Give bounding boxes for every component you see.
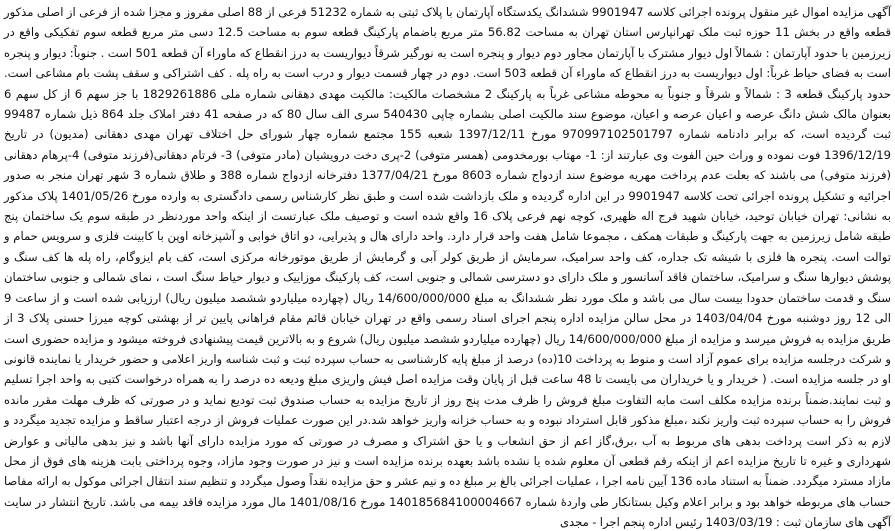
auction-notice-text: آگهی مزایده اموال غیر منقول پرونده اجرائی کلاسه 9901947 ششدانگ یکدستگاه آپارتمان با پلاک ثبتی به شماره 51232 فرعی از 88 اصلی مفروز و مجزا شده از فرعی از اصلی مذکور قطعه واقع در بخش 11 حوزه ثبت ملک تهرانپارس استان تهران به مساحت 56.82 متر مربع باضمام پارکینگ قطعه سوم به مساحت 12.5 دسی متر مربع قطعه سوم تفکیکی واقع در زیرزمین با حدود آپارتمان : شمالاً اول دیوار مشترک با آپارتمان مجاور دوم دیوار و پنجره است به نورگیر شرقاً دیواریست به درز انقطاع که ماوراء آن قطعه 501 است . جنوباً: دیوار و پنجره است به فضای حیاط غرباً: اول دیواریست به درز انقطاع که ماوراء آن قطعه 503 است. دوم در چهار قسمت دیوار و درب است به راه پله . کف اشتراکی و سقف پشت بام مشاعی است. حدود پارکینگ قطعه 3 : شمالاً و شرقاً و جنوباً به محوطه مشاعی غرباً به پارکینگ 2 مشخصات مالکیت: مالکیت مهدی دهقانی شماره ملی 1829261886 با جز سهم 6 از کل سهم 6 بعنوان مالک شش دانگ عرصه و اعیان عرصه و اعیان، موضوع سند مالکیت اصلی بشماره چاپی 540430 سری الف سال 80 که در صفحه 41 دفتر املاک جلد 864 ذیل شماره 99487 ثبت گردیده است، که برابر دادنامه شماره 970997102501797 مورخ 1397/12/11 شعبه 155 مجتمع شماره چهار شورای حل اختلاف تهران مهدی دهقانی (مدیون) در تاریخ 1396/12/19 فوت نموده و وراث حین الفوت وی عبارتند از: 1- مهتاب بورمخدومی (همسر متوفی) 2-پری دخت درویشیان (مادر متوفی) 3- فرتام دهقانی(فرزند متوفی) 4-پرهام دهقانی (فرزند متوفی) می باشند که بعلت عدم پرداخت مهریه موضوع سند ازدواج شماره 8603 مورخ 1377/04/21 دفترخانه ازدواج شماره 388 و طلاق شماره 3 شهر تهران منجر به صدور اجرائیه و تشکیل پرونده اجرائی تحت کلاسه 9901947 در این اداره گردیده و ملک بازداشت شده است و طبق نظر کارشناس رسمی دادگستری به وارده مورخ 1401/05/26 پلاک مذکور به نشانی: تهران خیابان توحید، خیابان شهید فرج اله ظهیری، کوچه نهم فرعی پلاک 16 واقع شده است و توصیف ملک عبارتست از اینکه واحد موردنظر در طبقه سوم یک ساختمان پنج طبقه شامل زیرزمین به جهت پارکینگ و طبقات همکف ، مجموعا شامل هفت واحد قرار دارد. واحد دارای هال و پذیرایی، دو اتاق خوابی و آشپزخانه اوپن با کابینت فلزی و سرویس حمام و توالت است. پنجره ها فلزی با شیشه تک جداره، کف واحد سرامیک، سرمایش از طریق کولر آبی و گرمایش از طریق موتورخانه مرکزی است، کف بام ایزوگام، راه پله ها کف سنگ و پوشش دیوارها سنگ و سرامیک، ساختمان فاقد آسانسور و ملک دارای دو دسترسی شمالی و جنوبی است، کف پارکینگ موزاییک و دیوار حیاط سنگ است ، نمای شمالی و جنوبی ساختمان سنگ و قدمت ساختمان حدودا بیست سال می باشد و ملک مورد نظر ششدانگ به مبلغ 14/600/000/000 ریال (چهارده میلیاردو ششصد میلیون ریال) ارزیابی شده است و از ساعت 9 الی 12 روز دوشنبه مورخ 1403/04/04 در محل سالن مزایده اداره پنجم اجرای اسناد رسمی واقع در تهران خیابان قائم مقام فراهانی پایین تر از بهشتی کوچه میرزا حسنی پلاک 3 از طریق مزایده به فروش میرسد و مزایده از مبلغ 14/600/000/000 ریال (چهارده میلیاردو ششصد میلیون ریال) شروع و به بالاترین قیمت پیشنهادی فروخته میشود و مزایده حضوری است و شرکت درجلسه مزایده برای عموم آزاد است و منوط به پرداخت 10(ده) درصد از مبلغ پایه کارشناسی به حساب سپرده ثبت و ثبت شناسه واریز اعلامی و حضور خریدار یا نماینده قانونی او در جلسه مزایده است. ( خریدار و یا خریداران می بایست تا 48 ساعت قبل از پایان وقت مزایده اصل فیش واریزی مبلغ ودیعه ده درصد را به همراه درخواست کتبی به واحد اجرا تسلیم و ثبت نمایند.ضمناً برنده مزایده مکلف است مابه التفاوت مبلغ فروش را ظرف مدت پنج روز از تاریخ مزایده به حساب صندوق ثبت تودیع نماید و در صورتی که ظرف مهلت مقرر مانده فروش را به حساب سپرده ثبت واریز نکند ،مبلغ مذکور قابل استرداد نبوده و به حساب خزانه واریز خواهد شد.در این صورت عملیات فروش از درجه اعتبار ساقط و مزایده تجدید میگردد و لازم به ذکر است پرداخت بدهی های مربوط به آب ،برق،گاز اعم از حق انشعاب و یا حق اشتراک و مصرف در صورتی که مورد مزایده دارای آنها باشد و نیز بدهی مالیاتی و عوارض شهرداری و غیره تا تاریخ مزایده اعم از اینکه رقم قطعی آن معلوم شده یا نشده باشد بعهده برنده مزایده است و نیز در صورت وجود مازاد، وجوه پرداختی بابت هزینه های فوق از محل مازاد مسترد میگردد. ضمناً به استناد ماده 136 آیین نامه اجرا ، عملیات اجرائی بالغ بر مبلغ ده و نیم عشر و حق مزایده نقداً وصول میگردد و تنظیم سند انتقال اجرائی موکول به ارائه مفاصا حساب های مربوطه خواهد بود و برابر اعلام وکیل بستانکار طی واردهٔ شماره 140185684100004667 مورخ 1401/08/16 مال مورد مزایده فاقد بیمه می باشد. تاریخ انتشار در سایت آگهی های سازمان ثبت : 1403/03/19 رئیس اداره پنجم اجرا - مجدی xyxy=(4,5,892,530)
